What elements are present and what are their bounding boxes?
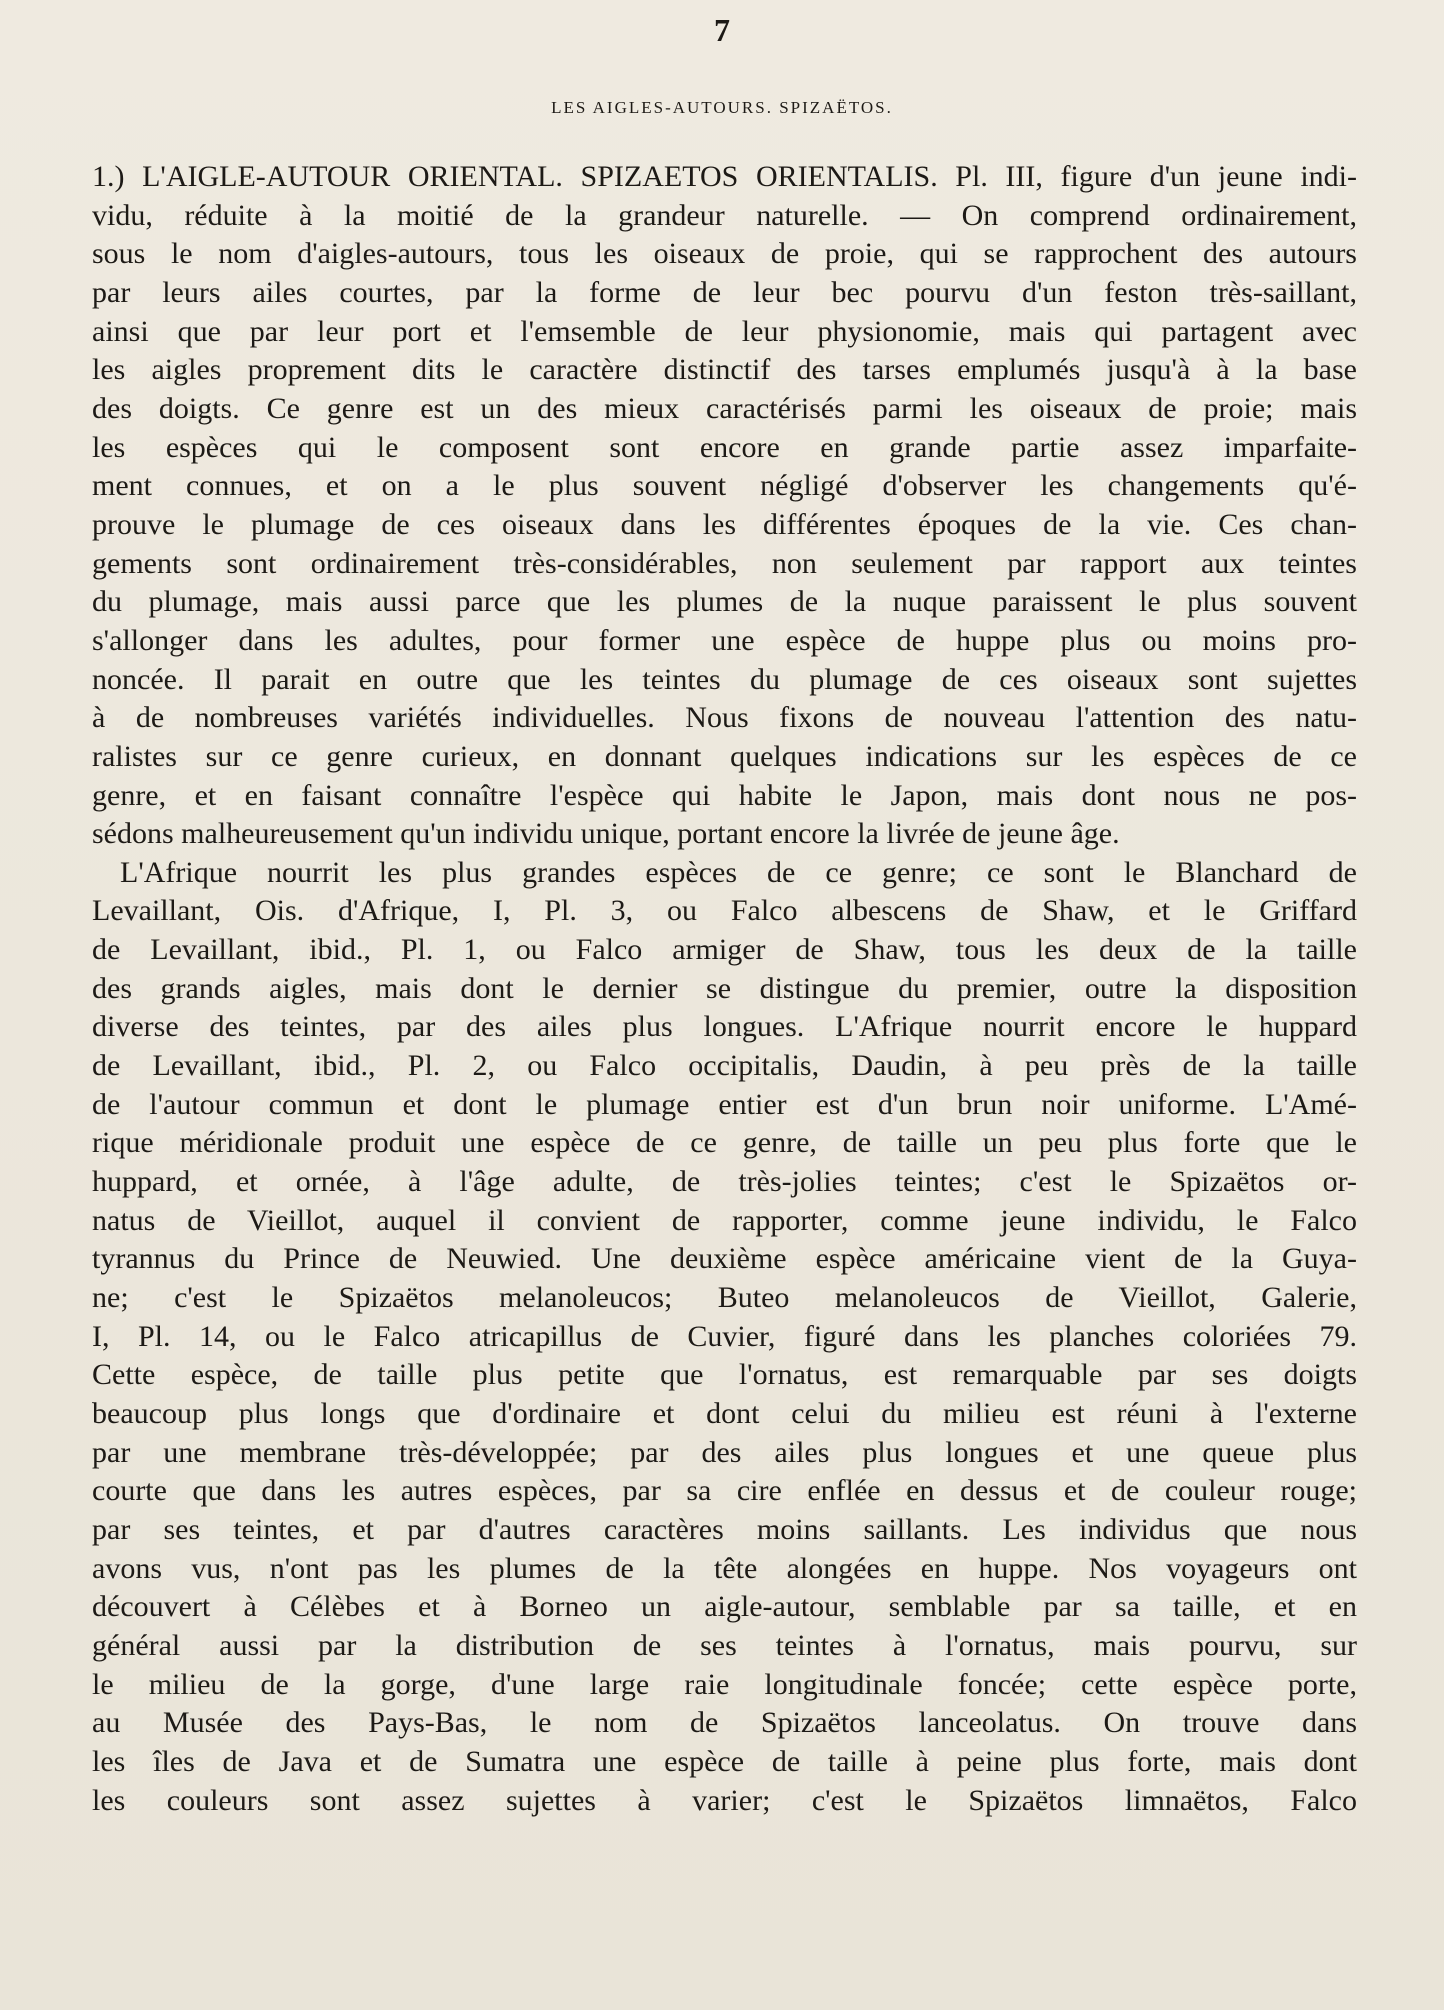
text-line: huppard, et ornée, à l'âge adulte, de très-jolies teintes; c'est le Spizaëtos or-	[92, 1165, 1357, 1199]
text-line: prouve le plumage de ces oiseaux dans les différentes époques de la vie. Ces chan-	[92, 507, 1357, 541]
text-line: Cette espèce, de taille plus petite que l'ornatus, est remarquable par ses doigts	[92, 1358, 1357, 1392]
text-line: courte que dans les autres espèces, par sa cire enflée en dessus et de couleur rouge;	[92, 1474, 1357, 1508]
text-line: les îles de Java et de Sumatra une espèce de taille à peine plus forte, mais dont	[92, 1744, 1357, 1778]
text-line: de Levaillant, ibid., Pl. 1, ou Falco armiger de Shaw, tous les deux de la taille	[92, 933, 1357, 967]
text-line: par une membrane très-développée; par des ailes plus longues et une queue plus	[92, 1435, 1357, 1469]
text-line: rique méridionale produit une espèce de ce genre, de taille un peu plus forte que le	[92, 1126, 1357, 1160]
text-line: les aigles proprement dits le caractère distinctif des tarses emplumés jusqu'à à la base	[92, 353, 1357, 387]
text-line: sous le nom d'aigles-autours, tous les oiseaux de proie, qui se rapprochent des autours	[92, 237, 1357, 271]
text-line: vidu, réduite à la moitié de la grandeur naturelle. — On comprend ordinairement,	[92, 198, 1357, 232]
text-line: à de nombreuses variétés individuelles. Nous fixons de nouveau l'attention des natu-	[92, 701, 1357, 735]
text-line: I, Pl. 14, ou le Falco atricapillus de Cuvier, figuré dans les planches coloriées 79.	[92, 1319, 1357, 1353]
body-text	[92, 158, 1357, 1820]
text-line: avons vus, n'ont pas les plumes de la tête alongées en huppe. Nos voyageurs ont	[92, 1551, 1357, 1585]
page-number: 7	[714, 12, 730, 48]
text-line: de l'autour commun et dont le plumage entier est d'un brun noir uniforme. L'Amé-	[92, 1087, 1357, 1121]
text-line: de Levaillant, ibid., Pl. 2, ou Falco occipitalis, Daudin, à peu près de la taille	[92, 1049, 1357, 1083]
text-line: au Musée des Pays-Bas, le nom de Spizaëtos lanceolatus. On trouve dans	[92, 1706, 1357, 1740]
text-line: ment connues, et on a le plus souvent négligé d'observer les changements qu'é-	[92, 469, 1357, 503]
text-line: général aussi par la distribution de ses teintes à l'ornatus, mais pourvu, sur	[92, 1628, 1357, 1662]
text-line: ne; c'est le Spizaëtos melanoleucos; Buteo melanoleucos de Vieillot, Galerie,	[92, 1281, 1357, 1315]
text-line: noncée. Il parait en outre que les teintes du plumage de ces oiseaux sont sujettes	[92, 662, 1357, 696]
running-head: LES AIGLES-AUTOURS. SPIZAËTOS.	[551, 98, 893, 117]
text-line: ainsi que par leur port et l'emsemble de leur physionomie, mais qui partagent avec	[92, 314, 1357, 348]
text-line: gements sont ordinairement très-considérables, non seulement par rapport aux teintes	[92, 546, 1357, 580]
text-line: le milieu de la gorge, d'une large raie longitudinale foncée; cette espèce porte,	[92, 1667, 1357, 1701]
text-line: des doigts. Ce genre est un des mieux caractérisés parmi les oiseaux de proie; mais	[92, 391, 1357, 425]
text-line: du plumage, mais aussi parce que les plumes de la nuque paraissent le plus souvent	[92, 585, 1357, 619]
text-line: diverse des teintes, par des ailes plus longues. L'Afrique nourrit encore le huppard	[92, 1010, 1357, 1044]
text-line: tyrannus du Prince de Neuwied. Une deuxième espèce américaine vient de la Guya-	[92, 1242, 1357, 1276]
text-line: les espèces qui le composent sont encore en grande partie assez imparfaite-	[92, 430, 1357, 464]
text-line: les couleurs sont assez sujettes à varier; c'est le Spizaëtos limnaëtos, Falco	[92, 1783, 1357, 1817]
text-line: genre, et en faisant connaître l'espèce qui habite le Japon, mais dont nous ne pos-	[92, 778, 1357, 812]
text-line: 1.) L'AIGLE-AUTOUR ORIENTAL. SPIZAETOS ORIENTALIS. Pl. III, figure d'un jeune indi-	[92, 160, 1357, 193]
text-line: par ses teintes, et par d'autres caractères moins saillants. Les individus que nous	[92, 1512, 1357, 1546]
text-line: par leurs ailes courtes, par la forme de leur bec pourvu d'un feston très-saillant,	[92, 275, 1357, 309]
text-line: découvert à Célèbes et à Borneo un aigle-autour, semblable par sa taille, et en	[92, 1590, 1357, 1624]
text-line: Levaillant, Ois. d'Afrique, I, Pl. 3, ou Falco albescens de Shaw, et le Griffard	[92, 894, 1357, 928]
text-line: natus de Vieillot, auquel il convient de rapporter, comme jeune individu, le Falco	[92, 1203, 1357, 1237]
text-line: s'allonger dans les adultes, pour former une espèce de huppe plus ou moins pro-	[92, 623, 1357, 657]
text-line: sédons malheureusement qu'un individu unique, portant encore la livrée de jeune âge.	[92, 817, 1120, 851]
text-line: beaucoup plus longs que d'ordinaire et dont celui du milieu est réuni à l'externe	[92, 1397, 1357, 1430]
text-line: des grands aigles, mais dont le dernier se distingue du premier, outre la disposition	[92, 971, 1357, 1005]
text-line: L'Afrique nourrit les plus grandes espèces de ce genre; ce sont le Blanchard de	[120, 855, 1357, 889]
text-line: ralistes sur ce genre curieux, en donnant quelques indications sur les espèces de ce	[92, 739, 1357, 773]
